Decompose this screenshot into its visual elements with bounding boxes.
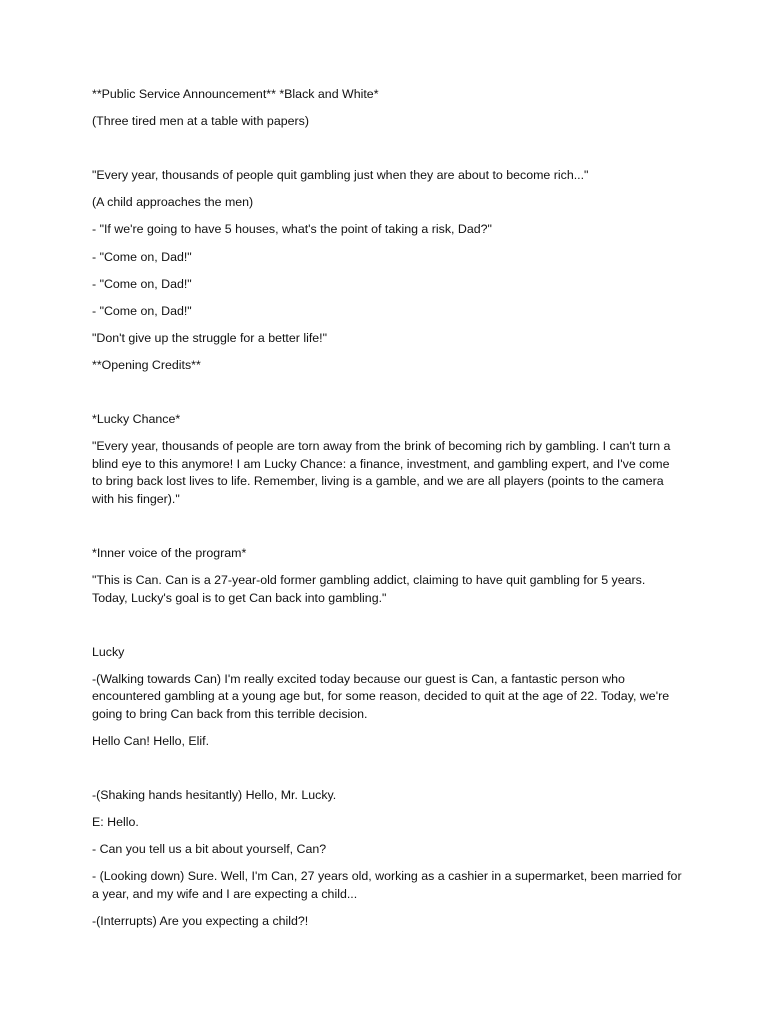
section-heading: **Opening Credits**: [92, 357, 201, 372]
document-body: [92, 86, 682, 940]
narration-line: "Every year, thousands of people quit gambling just when they are about to become rich...": [92, 168, 589, 183]
title-line: **Public Service Announcement** *Black and White*: [92, 87, 379, 101]
blank-line: [92, 760, 682, 778]
dialogue-line: -(Interrupts) Are you expecting a child?!: [92, 913, 309, 928]
dialogue-line: -(Shaking hands hesitantly) Hello, Mr. Lucky.: [92, 788, 337, 803]
speaker-heading: *Inner voice of the program*: [92, 545, 247, 560]
dialogue-line: E: Hello.: [92, 815, 139, 830]
stage-direction: (A child approaches the men): [92, 195, 254, 210]
dialogue-line: - Can you tell us a bit about yourself, Can?: [92, 842, 327, 857]
monologue-paragraph: "Every year, thousands of people are torn away from the brink of becoming rich by gambling. I can't turn a blind eye to this anymore! I am Lucky Chance: a finance, investment, and gambling expert, and I've come to bring back lost lives to life. Remember, living is a gamble, and we are all players (points to the camera with his finger).": [92, 439, 671, 506]
dialogue-line: Hello Can! Hello, Elif.: [92, 733, 210, 748]
blank-line: [92, 617, 682, 635]
blank-line: [92, 140, 682, 158]
dialogue-paragraph: - (Looking down) Sure. Well, I'm Can, 27 years old, working as a cashier in a supermarket, been married for a year, and my wife and I are expecting a child...: [92, 869, 682, 901]
dialogue-line: - "Come on, Dad!": [92, 249, 192, 264]
speaker-heading: *Lucky Chance*: [92, 412, 181, 427]
narration-paragraph: "This is Can. Can is a 27-year-old former gambling addict, claiming to have quit gambling for 5 years. Today, Lucky's goal is to get Can back into gambling.": [92, 573, 646, 605]
dialogue-paragraph: -(Walking towards Can) I'm really excited today because our guest is Can, a fantastic person who encountered gambling at a young age but, for some reason, decided to quit at the age of 22. Today, we're going to bring Can back from this terrible decision.: [92, 671, 670, 721]
blank-line: [92, 384, 682, 402]
dialogue-line: - "If we're going to have 5 houses, what's the point of taking a risk, Dad?": [92, 222, 492, 237]
speaker-heading: Lucky: [92, 644, 125, 659]
dialogue-line: - "Come on, Dad!": [92, 276, 192, 291]
blank-line: [92, 518, 682, 536]
narration-line: "Don't give up the struggle for a better life!": [92, 330, 328, 345]
dialogue-line: - "Come on, Dad!": [92, 303, 192, 318]
stage-direction: (Three tired men at a table with papers): [92, 114, 309, 129]
